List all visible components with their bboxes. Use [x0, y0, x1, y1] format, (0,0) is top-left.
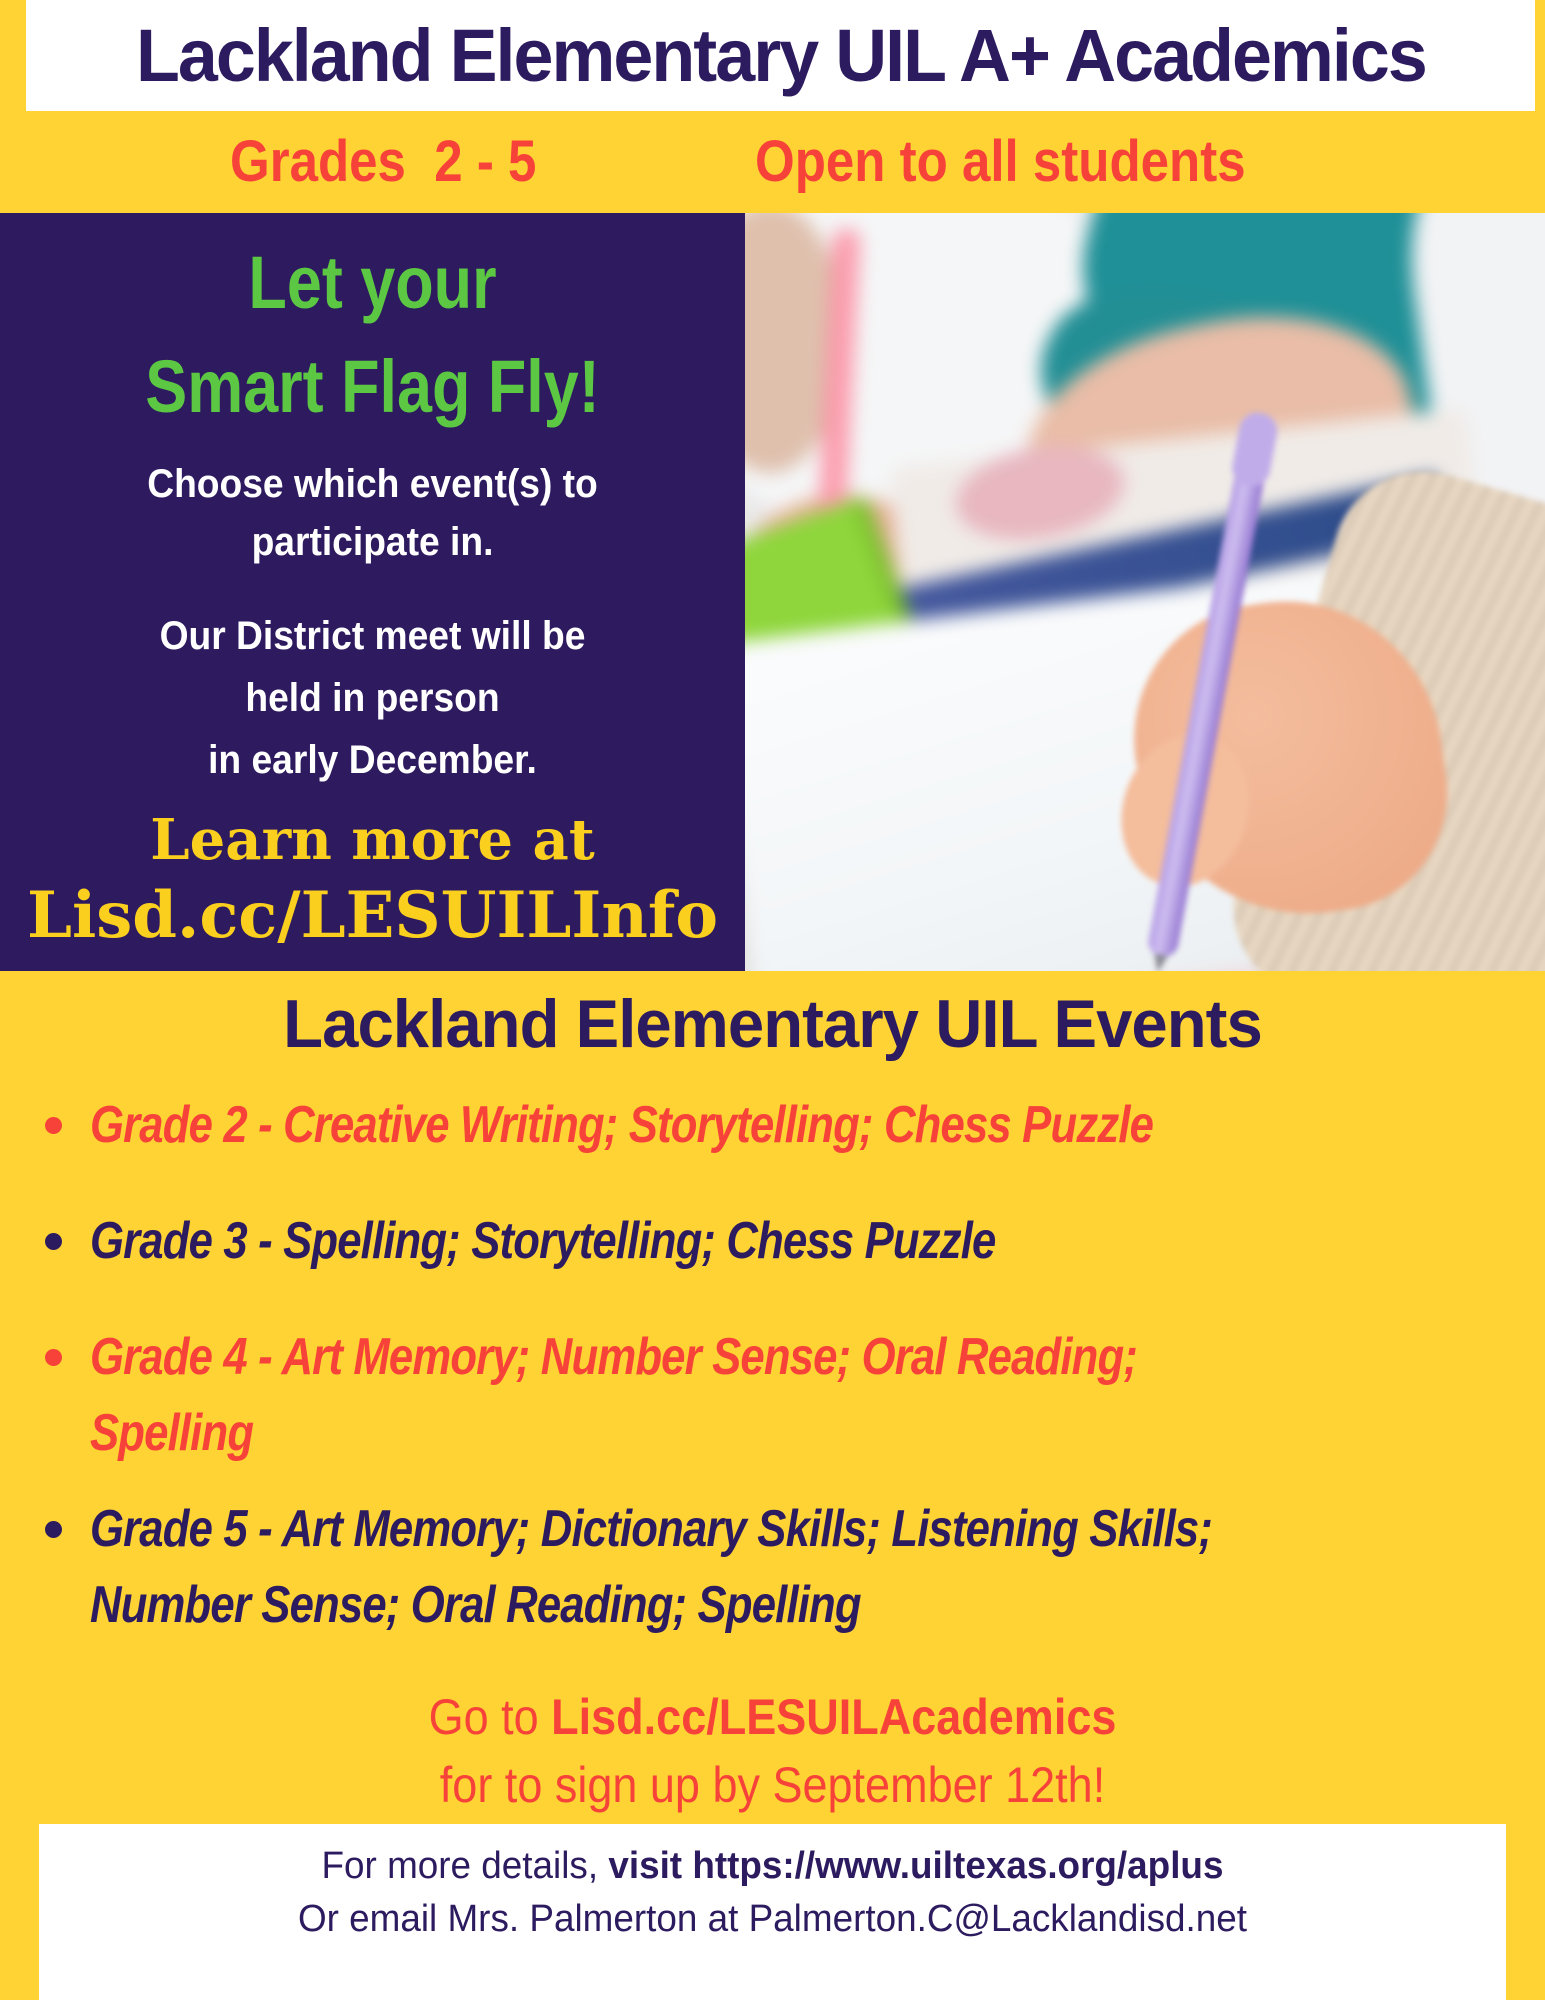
event-item-grade-2	[45, 1087, 1515, 1163]
bullet-dot	[45, 1349, 62, 1366]
top-banner	[26, 0, 1535, 111]
event-item-grade-5	[45, 1491, 1515, 1643]
paragraph-line: in early December.	[208, 738, 537, 782]
event-item-grade-4	[45, 1319, 1515, 1471]
grades-label: Grades 2 - 5	[230, 129, 537, 194]
events-heading: Lackland Elementary UIL Events	[283, 986, 1262, 1062]
event-line: Grade 5 - Art Memory; Dictionary Skills; Listening Skills;	[90, 1500, 1213, 1558]
footer-line-2: Or email Mrs. Palmerton at Palmerton.C@Lacklandisd.net	[297, 1898, 1248, 1940]
headline-line: Let your	[248, 241, 497, 324]
learn-more-label: Learn more at	[150, 807, 595, 873]
event-text	[90, 1087, 1356, 1163]
students-writing-photo	[745, 213, 1545, 971]
bullet-dot	[45, 1521, 62, 1538]
signup-line-1	[77, 1683, 1468, 1751]
event-line: Number Sense; Oral Reading; Spelling	[90, 1576, 861, 1634]
info-panel	[0, 213, 745, 971]
paragraph-line: Choose which event(s) to	[147, 462, 598, 506]
signup-prefix: Go to	[428, 1689, 552, 1745]
paragraph-line: participate in.	[251, 520, 494, 564]
bullet-dot	[45, 1233, 62, 1250]
event-line: Grade 3 - Spelling; Storytelling; Chess Puzzle	[90, 1212, 996, 1270]
middle-row	[0, 213, 1545, 971]
event-text	[90, 1491, 1426, 1643]
footer-details-text: For more details,	[321, 1845, 609, 1887]
district-meet-paragraph	[0, 605, 745, 791]
page-title: Lackland Elementary UIL A+ Academics	[135, 14, 1426, 97]
learn-more-url: Lisd.cc/LESUILInfo	[26, 878, 719, 953]
paragraph-line: held in person	[245, 676, 500, 720]
open-to-all-label: Open to all students	[755, 129, 1246, 194]
event-item-grade-3	[45, 1203, 1515, 1279]
footer-box	[39, 1824, 1506, 2000]
events-list	[45, 1087, 1515, 1643]
signup-url: Lisd.cc/LESUILAcademics	[551, 1689, 1117, 1745]
grades-strip	[0, 111, 1545, 213]
learn-more-block	[0, 803, 745, 955]
signup-block	[0, 1683, 1545, 1819]
event-line: Grade 4 - Art Memory; Number Sense; Oral Reading;	[90, 1328, 1138, 1386]
event-text	[90, 1319, 1336, 1471]
photo-foreground-layer	[745, 213, 1545, 971]
event-line: Grade 2 - Creative Writing; Storytelling; Chess Puzzle	[90, 1096, 1154, 1154]
paragraph-line: Our District meet will be	[159, 614, 586, 658]
event-line: Spelling	[90, 1404, 254, 1462]
headline-line: Smart Flag Fly!	[145, 345, 600, 428]
choose-paragraph	[0, 455, 745, 571]
headline	[0, 231, 745, 439]
footer-url: visit https://www.uiltexas.org/aplus	[608, 1845, 1224, 1887]
event-text	[90, 1203, 1168, 1279]
bullet-dot	[45, 1117, 62, 1134]
events-section	[0, 971, 1545, 1819]
signup-line-2: for to sign up by September 12th!	[439, 1757, 1106, 1813]
footer-line-1	[61, 1840, 1484, 1893]
